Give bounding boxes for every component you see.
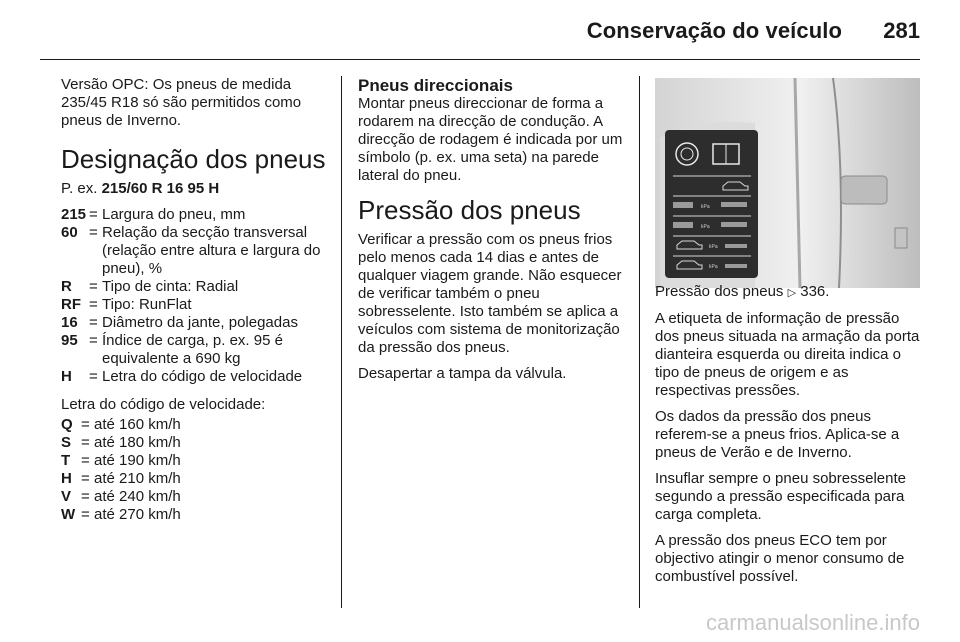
equals-sign: = <box>81 506 90 523</box>
speed-code-intro: Letra do código de velocidade: <box>61 396 266 413</box>
tyre-pressure-label-photo <box>655 78 920 288</box>
equals-sign: = <box>81 434 90 451</box>
opc-note: Versão OPC: Os pneus de medida 235/45 R18 só são permitidos como pneus de Inverno. <box>61 76 302 129</box>
example-prefix: P. ex. <box>61 180 102 197</box>
designation-example <box>61 180 331 198</box>
definition-row <box>61 278 331 296</box>
equals-sign: = <box>89 314 98 331</box>
definition-row <box>61 314 331 332</box>
label-location-text: A etiqueta de informação de pressão dos pneus situada na armação da porta dianteira esquerda ou direita indica o tipo de pneus de origem e as respectivas pressões. <box>655 310 920 399</box>
definition-key: Q <box>61 416 73 433</box>
definition-key: W <box>61 506 76 523</box>
definition-value: até 210 km/h <box>94 470 181 487</box>
spare-tyre-text: Insuflar sempre o pneu sobresselente segundo a pressão especificada para carga completa. <box>655 470 906 523</box>
definition-row <box>61 488 331 506</box>
definition-key: H <box>61 470 72 487</box>
definition-value: Relação da secção transversal (relação entre altura e largura do pneu), % <box>102 224 321 277</box>
equals-sign: = <box>89 332 98 349</box>
definition-row <box>61 452 331 470</box>
eco-pressure-text: A pressão dos pneus ECO tem por objectivo atingir o menor consumo de combustível possível. <box>655 532 905 585</box>
definition-value: até 160 km/h <box>94 416 181 433</box>
definition-row <box>61 206 331 224</box>
page-title: Conservação do veículo <box>586 18 842 43</box>
definition-key: S <box>61 434 72 451</box>
equals-sign: = <box>89 206 98 223</box>
column-1 <box>61 76 331 534</box>
reference-page: 336. <box>796 283 830 300</box>
cold-tyre-text: Os dados da pressão dos pneus referem-se a pneus frios. Aplica-se a pneus de Verão e de Inverno. <box>655 408 900 461</box>
definition-key: 215 <box>61 206 87 223</box>
equals-sign: = <box>81 416 90 433</box>
definition-key: T <box>61 452 71 469</box>
definition-key: 95 <box>61 332 78 349</box>
page-header <box>0 0 960 62</box>
column-divider-1 <box>341 76 342 608</box>
column-2 <box>358 76 626 391</box>
definition-key: RF <box>61 296 81 313</box>
equals-sign: = <box>89 368 98 385</box>
directional-text: Montar pneus direccionar de forma a rodarem na direcção de condução. A direcção de rodagem é indicada por um símbolo (p. ex. uma seta) na parede lateral do pneu. <box>358 95 623 184</box>
definition-value: até 270 km/h <box>94 506 181 523</box>
speed-code-list <box>61 416 331 524</box>
definition-row <box>61 332 331 368</box>
definition-row <box>61 416 331 434</box>
equals-sign: = <box>89 296 98 313</box>
definition-value: Índice de carga, p. ex. 95 é equivalente a 690 kg <box>102 332 283 367</box>
pressure-label <box>665 130 758 278</box>
definition-row <box>61 296 331 314</box>
definition-value: até 190 km/h <box>94 452 181 469</box>
arrow-triangle-icon: ▷ <box>787 287 797 299</box>
pressure-text: Verificar a pressão com os pneus frios pelo menos cada 14 dias e antes de qualquer viagem grande. Não esquecer de verificar também o pneu sobresselente. Isto também se aplica a veículos com sistema de monitorização da pressão dos pneus. <box>358 231 622 356</box>
sub-heading-directional: Pneus direccionais <box>358 76 513 95</box>
header-divider <box>40 59 920 60</box>
door-frame-illustration <box>655 78 920 288</box>
equals-sign: = <box>89 224 98 241</box>
valve-text: Desapertar a tampa da válvula. <box>358 365 567 382</box>
kpa-label-1: kPa <box>701 204 710 210</box>
definition-value: Tipo de cinta: Radial <box>102 278 239 295</box>
equals-sign: = <box>81 488 90 505</box>
definition-key: H <box>61 368 72 385</box>
definition-value: Tipo: RunFlat <box>102 296 192 313</box>
definition-row <box>61 434 331 452</box>
watermark: carmanualsonline.info <box>705 610 920 635</box>
example-value: 215/60 R 16 95 H <box>101 180 220 197</box>
definition-row <box>61 470 331 488</box>
pressure-reference <box>655 283 925 302</box>
definition-value: Diâmetro da jante, polegadas <box>102 314 298 331</box>
definition-value: até 240 km/h <box>94 488 181 505</box>
kpa-label-3: kPa <box>709 244 718 250</box>
section-heading-tyre-designation: Designação dos pneus <box>61 144 326 174</box>
column-3 <box>655 283 925 594</box>
section-heading-pressure: Pressão dos pneus <box>358 195 581 225</box>
definition-key: 16 <box>61 314 78 331</box>
reference-text: Pressão dos pneus <box>655 283 788 300</box>
kpa-label-2: kPa <box>701 224 710 230</box>
definition-value: até 180 km/h <box>94 434 181 451</box>
equals-sign: = <box>81 452 90 469</box>
equals-sign: = <box>89 278 98 295</box>
definition-value: Largura do pneu, mm <box>102 206 246 223</box>
definition-row <box>61 224 331 278</box>
column-divider-2 <box>639 76 640 608</box>
definition-value: Letra do código de velocidade <box>102 368 303 385</box>
equals-sign: = <box>81 470 90 487</box>
definition-row <box>61 506 331 524</box>
definition-key: R <box>61 278 72 295</box>
definition-row <box>61 368 331 386</box>
definition-key: 60 <box>61 224 78 241</box>
designation-list <box>61 206 331 386</box>
page-number: 281 <box>883 18 920 43</box>
kpa-label-4: kPa <box>709 264 718 270</box>
definition-key: V <box>61 488 72 505</box>
